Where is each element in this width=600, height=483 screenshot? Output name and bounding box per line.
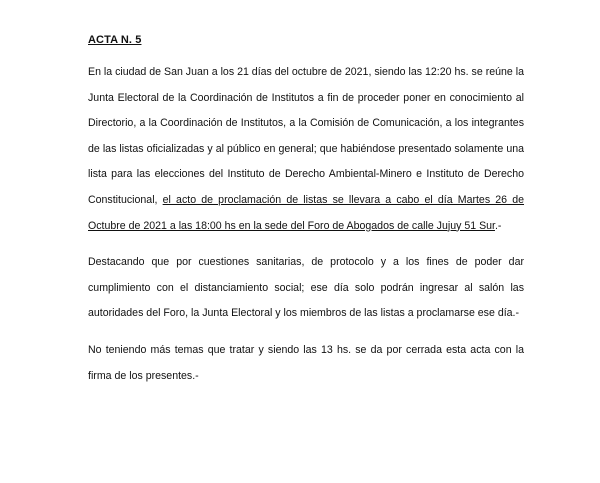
paragraph-proclamation <box>88 60 524 239</box>
paragraph-proclamation-ending: .- <box>494 219 502 232</box>
paragraph-closing: No teniendo más temas que tratar y siendo las 13 hs. se da por cerrada esta acta con la firma de los presentes.- <box>88 343 524 382</box>
document-title: ACTA N. 5 <box>88 34 142 46</box>
paragraph-sanitary-protocol: Destacando que por cuestiones sanitarias, de protocolo y a los fines de poder dar cumplimiento con el distanciamiento social; ese día solo podrán ingresar al salón las autoridades del Foro, la Junta Electoral y los miembros de las listas a proclamarse ese día.- <box>88 256 524 320</box>
paragraph-proclamation-intro: En la ciudad de San Juan a los 21 días del octubre de 2021, siendo las 12:20 hs. se reúne la Junta Electoral de la Coordinación de Institutos a fin de proceder poner en conocimiento al Directorio, a la Coordinación de Institutos, a la Comisión de Comunicación, a los integrantes de las listas oficializadas y al público en general; que habiéndose presentado solamente una lista para las elecciones del Instituto de Derecho Ambiental-Minero e Instituto de Derecho Constitucional, <box>88 66 524 206</box>
document-page <box>88 34 524 389</box>
proclamation-details-underlined: el acto de proclamación de listas se llevara a cabo el día Martes 26 de Octubre de 2021 a las 18:00 hs en la sede del Foro de Abogados de calle Jujuy 51 Sur <box>88 193 525 232</box>
